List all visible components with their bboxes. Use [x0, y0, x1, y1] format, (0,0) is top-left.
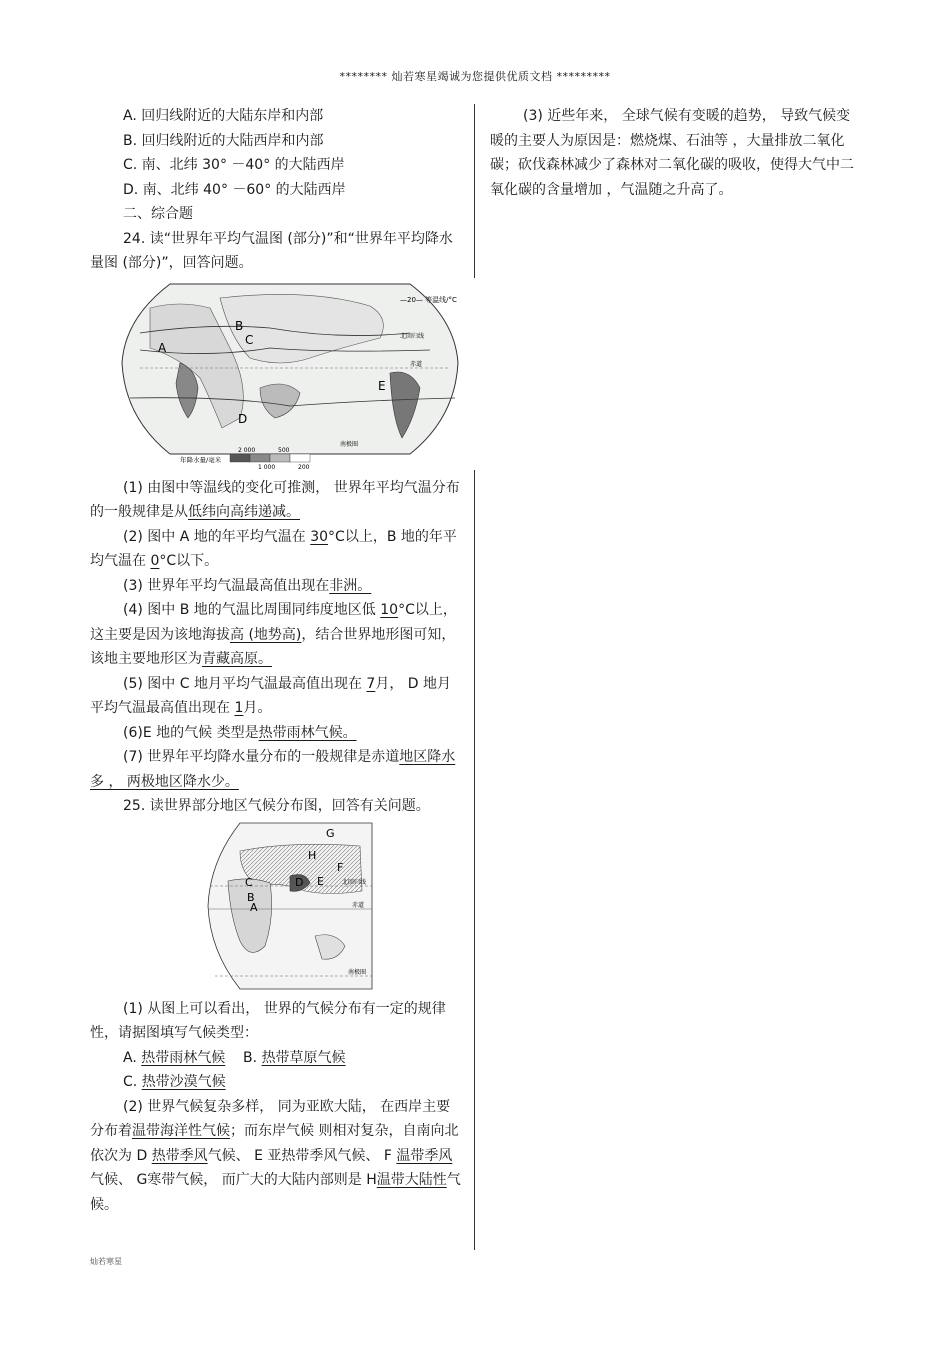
answer-25-1-ab: A. 热带雨林气候 B. 热带草原气候: [123, 1049, 346, 1066]
answer-24-4: (4) 图中 B 地的气温比周围同纬度地区低 10°C以上，这主要是因为该地海拔高 (地势高)，结合世界地形图可知，该地主要地形区为青藏高原。: [90, 602, 457, 667]
answer-24-2: (2) 图中 A 地的年平均气温在 30°C以上，B 地的年平均气温在 0°C以下。: [90, 528, 457, 569]
answer-25-1: (1) 从图上可以看出， 世界的气候分布有一定的规律性，请据图填写气候类型：: [90, 1000, 446, 1041]
map2-label-h: H: [308, 848, 317, 862]
map1-iso-legend: —20— 等温线/°C: [400, 295, 457, 304]
map1-label-a: A: [158, 340, 167, 355]
option-d: D. 南、北纬 40° －60° 的大陆西岸: [123, 181, 346, 198]
answer-24-7: (7) 世界年平均降水量分布的一般规律是赤道地区降水多 ， 两极地区降水少。: [90, 749, 456, 790]
answer-24-1: (1) 由图中等温线的变化可推测， 世界年平均气温分布的一般规律是从低纬向高纬递减。: [90, 479, 460, 520]
map2-label-g: G: [326, 826, 335, 840]
answer-23-3: (3) 近些年来， 全球气候有变暖的趋势， 导致气候变暖的主要人为原因是：燃烧煤、石油等 ，大量排放二氧化碳；砍伐森林减少了森林对二氧化碳的吸收，使得大气中二氧化碳的含量增加 ，气温随之升高了。: [490, 108, 854, 198]
map1-legend-top-2: 500: [278, 446, 290, 454]
column-divider: [474, 104, 475, 1250]
left-column: [90, 104, 462, 1217]
map1-label-c: C: [245, 332, 254, 347]
right-column: [490, 104, 860, 202]
map1-label-d: D: [238, 411, 248, 426]
map2-lat-equator: 赤道: [352, 901, 365, 909]
map1-legend-top-1: 2 000: [238, 446, 256, 454]
option-c: C. 南、北纬 30° －40° 的大陆西岸: [123, 157, 345, 173]
question-25: 25. 读世界部分地区气候分布图，回答有关问题。: [123, 798, 430, 814]
answer-24-5: (5) 图中 C 地月平均气温最高值出现在 7月， D 地月平均气温最高值出现在 1月。: [90, 675, 452, 716]
question-24: 24. 读“世界年平均气温图 (部分)”和“世界年平均降水量图 (部分)”，回答问题。: [90, 230, 453, 271]
page-footer: 灿若寒星: [90, 1257, 122, 1266]
page-header: ******** 灿若寒星竭诚为您提供优质文档 *********: [339, 70, 611, 83]
map1-legend-bottom-1: 1 000: [258, 463, 276, 470]
map1-lat-equator: 赤道: [410, 360, 423, 368]
map1-lat-antarctic: 南极圈: [340, 440, 359, 448]
map2-label-b: B: [247, 890, 255, 904]
answer-24-6: (6)E 地的气候 类型是热带雨林气候。: [123, 724, 357, 741]
map2-lat-antarctic: 南极圈: [348, 968, 367, 976]
answer-24-3: (3) 世界年平均气温最高值出现在非洲。: [123, 577, 372, 594]
map1-lat-tropic: 北回归线: [400, 332, 425, 340]
map1-legend-title: 年降水量/毫米: [180, 455, 222, 464]
map2-lat-tropic: 北回归线: [342, 878, 367, 886]
section-heading: 二、综合题: [123, 206, 193, 222]
map2-label-f: F: [337, 860, 344, 874]
answer-25-2: (2) 世界气候复杂多样， 同为亚欧大陆， 在西岸主要分布着温带海洋性气候；而东岸气候 则相对复杂，自南向北依次为 D 热带季风气候、 E 亚热带季风气候、 F 温带季风气候、 G寒带气候， 而广大的大陆内部则是 H温带大陆性气候。: [90, 1098, 461, 1213]
map2-label-d: D: [295, 875, 304, 889]
map1-label-b: B: [235, 318, 244, 333]
map1-legend-bottom-2: 200: [298, 463, 310, 470]
climate-distribution-map: [90, 821, 462, 991]
option-a: A. 回归线附近的大陆东岸和内部: [123, 108, 324, 124]
temperature-precipitation-map: [110, 278, 482, 470]
map1-label-e: E: [378, 378, 386, 393]
answer-25-1-c: C. 热带沙漠气候: [123, 1074, 226, 1090]
map2-label-a: A: [250, 900, 258, 914]
map2-label-c: C: [245, 875, 253, 889]
map2-label-e: E: [317, 874, 324, 888]
option-b: B. 回归线附近的大陆西岸和内部: [123, 132, 324, 149]
